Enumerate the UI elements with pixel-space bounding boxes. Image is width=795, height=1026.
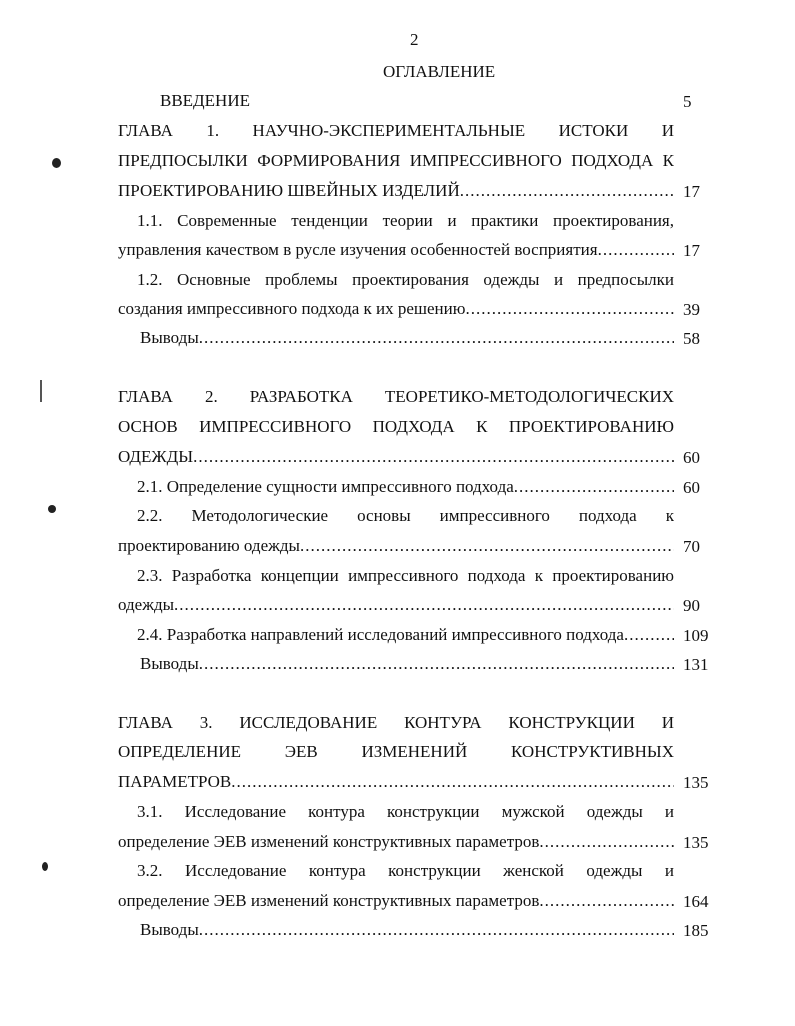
chapter1-title-line2: ПРЕДПОСЫЛКИ ФОРМИРОВАНИЯ ИМПРЕССИВНОГО ПОДХОДА К — [118, 151, 674, 170]
chapter3-conclusions-page: 185 — [683, 921, 709, 940]
section-2-3-line1: 2.3. Разработка концепции импрессивного подхода к проектированию — [137, 566, 674, 585]
section-3-2-page: 164 — [683, 892, 709, 911]
scan-mark — [40, 380, 42, 402]
section-1-1-page: 17 — [683, 241, 700, 260]
chapter2-title-line3: ОДЕЖДЫ ..... — [118, 447, 674, 467]
chapter2-page: 60 — [683, 448, 700, 467]
section-2-4-page: 109 — [683, 626, 709, 645]
chapter2-conclusions-page: 131 — [683, 655, 709, 674]
section-2-4: 2.4. Разработка направлений исследований импрессивного подхода ..... — [137, 625, 674, 645]
chapter1-conclusions-page: 58 — [683, 329, 700, 348]
section-2-2-page: 70 — [683, 537, 700, 556]
chapter2-conclusions: Выводы ..... — [140, 654, 674, 674]
section-3-1-page: 135 — [683, 833, 709, 852]
section-3-1-line1: 3.1. Исследование контура конструкции мужской одежды и — [137, 802, 674, 821]
intro-page: 5 — [683, 92, 692, 111]
chapter3-title-line2: ОПРЕДЕЛЕНИЕ ЭЕВ ИЗМЕНЕНИЙ КОНСТРУКТИВНЫХ — [118, 742, 674, 761]
chapter3-title-line3: ПАРАМЕТРОВ ..... — [118, 772, 674, 792]
intro-label: ВВЕДЕНИЕ — [160, 91, 250, 110]
chapter1-title-line1: ГЛАВА 1. НАУЧНО-ЭКСПЕРИМЕНТАЛЬНЫЕ ИСТОКИ И — [118, 121, 674, 140]
section-1-2-page: 39 — [683, 300, 700, 319]
chapter3-title-line1: ГЛАВА 3. ИССЛЕДОВАНИЕ КОНТУРА КОНСТРУКЦИИ И — [118, 713, 674, 732]
chapter1-page: 17 — [683, 182, 700, 201]
section-3-2-line2: определение ЭЕВ изменений конструктивных параметров ..... — [118, 891, 674, 911]
scan-dot — [42, 862, 48, 871]
page-number: 2 — [410, 30, 419, 49]
section-1-2-line2: создания импрессивного подхода к их решению ..... — [118, 299, 674, 319]
chapter2-title-line2: ОСНОВ ИМПРЕССИВНОГО ПОДХОДА К ПРОЕКТИРОВАНИЮ — [118, 417, 674, 436]
chapter1-title-line3: ПРОЕКТИРОВАНИЮ ШВЕЙНЫХ ИЗДЕЛИЙ ..... — [118, 181, 674, 201]
section-2-3-line2: одежды ..... — [118, 595, 674, 615]
chapter3-conclusions: Выводы ..... — [140, 920, 674, 940]
section-1-1-line2: управления качеством в русле изучения особенностей восприятия ..... — [118, 240, 674, 260]
page-title: ОГЛАВЛЕНИЕ — [383, 62, 496, 81]
section-2-2-line2: проектированию одежды ..... — [118, 536, 674, 556]
section-3-1-line2: определение ЭЕВ изменений конструктивных параметров ..... — [118, 832, 674, 852]
section-2-1: 2.1. Определение сущности импрессивного подхода ..... — [137, 477, 674, 497]
chapter2-title-line1: ГЛАВА 2. РАЗРАБОТКА ТЕОРЕТИКО-МЕТОДОЛОГИЧЕСКИХ — [118, 387, 674, 406]
scan-dot — [52, 158, 61, 168]
section-3-2-line1: 3.2. Исследование контура конструкции женской одежды и — [137, 861, 674, 880]
section-2-2-line1: 2.2. Методологические основы импрессивного подхода к — [137, 506, 674, 525]
section-2-1-page: 60 — [683, 478, 700, 497]
section-2-3-page: 90 — [683, 596, 700, 615]
chapter3-page: 135 — [683, 773, 709, 792]
section-1-1-line1: 1.1. Современные тенденции теории и практики проектирования, — [137, 211, 674, 230]
section-1-2-line1: 1.2. Основные проблемы проектирования одежды и предпосылки — [137, 270, 674, 289]
scan-dot — [48, 505, 56, 513]
chapter1-conclusions: Выводы ..... — [140, 328, 674, 348]
